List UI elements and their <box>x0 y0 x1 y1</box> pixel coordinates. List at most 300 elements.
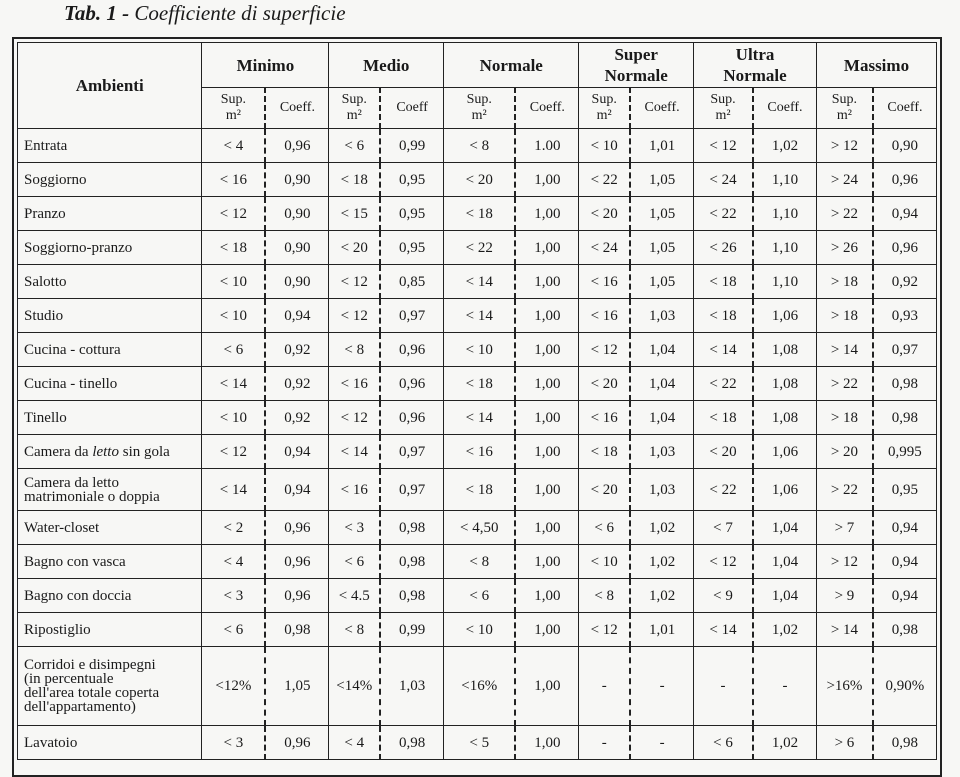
header-sup <box>202 88 266 129</box>
cell-coefficiente: 1,04 <box>753 511 817 545</box>
header-coeff-label: Coeff. <box>644 100 680 115</box>
cell-coefficiente: 0,97 <box>380 469 444 511</box>
table-row <box>18 726 937 760</box>
cell-coefficiente: 0,97 <box>380 435 444 469</box>
table-row <box>18 613 937 647</box>
ambiente-label: Pranzo <box>24 205 66 222</box>
cell-coefficiente: 0,97 <box>873 333 937 367</box>
ambiente-label: Bagno con doccia <box>24 587 132 604</box>
cell-superficie: < 20 <box>579 367 630 401</box>
cell-superficie: - <box>579 647 630 726</box>
ambiente-label-part: Camera da <box>24 443 93 460</box>
cell-coefficiente: 1,05 <box>630 163 694 197</box>
cell-coefficiente: 0,98 <box>380 726 444 760</box>
cell-coefficiente: 0,94 <box>873 197 937 231</box>
cell-superficie: - <box>579 726 630 760</box>
cell-coefficiente: 1,08 <box>753 367 817 401</box>
header-group-label: Minimo <box>236 55 295 75</box>
cell-superficie: > 12 <box>817 545 873 579</box>
row-ambiente <box>18 579 202 613</box>
cell-superficie: < 10 <box>579 129 630 163</box>
cell-coefficiente: 1,00 <box>515 401 579 435</box>
cell-coefficiente: - <box>630 647 694 726</box>
header-coeff <box>630 88 694 129</box>
cell-superficie: < 6 <box>444 579 516 613</box>
cell-superficie: < 18 <box>202 231 266 265</box>
cell-superficie: < 8 <box>444 545 516 579</box>
cell-superficie: < 14 <box>444 265 516 299</box>
ambiente-label: Soggiorno <box>24 171 87 188</box>
cell-superficie: > 22 <box>817 197 873 231</box>
cell-superficie: < 4 <box>202 129 266 163</box>
ambiente-label: Lavatoio <box>24 734 78 751</box>
cell-coefficiente: 0,90 <box>265 197 329 231</box>
cell-superficie: > 24 <box>817 163 873 197</box>
header-sup <box>694 88 753 129</box>
cell-coefficiente: 0,97 <box>380 299 444 333</box>
cell-coefficiente: 0,96 <box>265 726 329 760</box>
ambiente-label-line: dell'appartamento) <box>24 699 136 715</box>
table-row <box>18 367 937 401</box>
cell-superficie: < 12 <box>579 333 630 367</box>
cell-superficie: < 14 <box>444 299 516 333</box>
cell-superficie: < 16 <box>444 435 516 469</box>
row-ambiente <box>18 231 202 265</box>
cell-coefficiente: 1,06 <box>753 469 817 511</box>
cell-coefficiente: 0,96 <box>265 129 329 163</box>
row-ambiente <box>18 401 202 435</box>
header-sup-label: m² <box>836 108 852 123</box>
cell-superficie: > 26 <box>817 231 873 265</box>
row-ambiente <box>18 469 202 511</box>
cell-superficie: < 3 <box>329 511 380 545</box>
cell-superficie: < 6 <box>694 726 753 760</box>
header-sup-label: Sup. <box>710 92 736 107</box>
header-group <box>817 43 937 88</box>
cell-coefficiente: 0,92 <box>265 367 329 401</box>
cell-superficie: < 12 <box>202 435 266 469</box>
cell-coefficiente: 0,995 <box>873 435 937 469</box>
ambiente-label-line: Camera da letto <box>24 474 119 491</box>
cell-superficie: > 14 <box>817 333 873 367</box>
header-group-label: Ultra <box>735 45 775 64</box>
cell-superficie: < 4 <box>202 545 266 579</box>
cell-coefficiente: 1,02 <box>753 726 817 760</box>
table-row <box>18 579 937 613</box>
cell-coefficiente: 0,92 <box>873 265 937 299</box>
cell-superficie: < 12 <box>694 129 753 163</box>
cell-superficie: < 12 <box>579 613 630 647</box>
cell-superficie: < 10 <box>202 265 266 299</box>
cell-superficie: < 7 <box>694 511 753 545</box>
cell-coefficiente: 1,00 <box>515 579 579 613</box>
cell-coefficiente: 0,95 <box>380 197 444 231</box>
cell-superficie: < 18 <box>444 367 516 401</box>
header-sup-label: m² <box>596 108 612 123</box>
cell-coefficiente: 0,96 <box>380 401 444 435</box>
cell-coefficiente: 0,92 <box>265 333 329 367</box>
cell-coefficiente: 1,00 <box>515 435 579 469</box>
ambiente-label-line: matrimoniale o doppia <box>24 488 160 505</box>
cell-coefficiente: 1,02 <box>753 613 817 647</box>
header-row-groups <box>18 43 937 88</box>
cell-coefficiente: 0,94 <box>265 435 329 469</box>
header-coeff-label: Coeff. <box>767 100 803 115</box>
cell-superficie: < 6 <box>579 511 630 545</box>
cell-superficie: < 6 <box>329 545 380 579</box>
cell-superficie: < 22 <box>444 231 516 265</box>
header-coeff-label: Coeff <box>396 100 428 115</box>
cell-superficie: < 22 <box>694 367 753 401</box>
cell-coefficiente: 0,96 <box>380 367 444 401</box>
header-sup <box>817 88 873 129</box>
cell-coefficiente: 1,01 <box>630 129 694 163</box>
cell-superficie: < 12 <box>202 197 266 231</box>
cell-superficie: > 18 <box>817 299 873 333</box>
cell-coefficiente: 1,05 <box>630 197 694 231</box>
cell-coefficiente: 1,10 <box>753 163 817 197</box>
header-group-label: Super <box>614 45 658 64</box>
cell-coefficiente: 1,05 <box>630 265 694 299</box>
table-caption <box>64 0 346 26</box>
cell-superficie: > 22 <box>817 469 873 511</box>
cell-superficie: < 16 <box>202 163 266 197</box>
cell-superficie: < 24 <box>579 231 630 265</box>
cell-coefficiente: 0,96 <box>265 545 329 579</box>
ambiente-label-part: sin gola <box>118 443 170 460</box>
table-row <box>18 469 937 511</box>
cell-superficie: > 20 <box>817 435 873 469</box>
cell-superficie: < 18 <box>579 435 630 469</box>
cell-coefficiente: 1,00 <box>515 265 579 299</box>
cell-coefficiente: 1,00 <box>515 647 579 726</box>
table-body <box>18 129 937 760</box>
cell-superficie: < 16 <box>329 469 380 511</box>
cell-superficie: >16% <box>817 647 873 726</box>
cell-coefficiente: 1,02 <box>630 545 694 579</box>
ambiente-label: Entrata <box>24 137 68 154</box>
cell-superficie: < 3 <box>202 726 266 760</box>
cell-superficie: < 14 <box>694 613 753 647</box>
cell-coefficiente: 1,10 <box>753 231 817 265</box>
header-ambienti-label: Ambienti <box>75 75 144 95</box>
header-group-label: Medio <box>363 55 410 75</box>
table-row <box>18 401 937 435</box>
cell-coefficiente: 0,98 <box>265 613 329 647</box>
table-row <box>18 129 937 163</box>
cell-coefficiente: 1,05 <box>265 647 329 726</box>
cell-coefficiente: 1,00 <box>515 333 579 367</box>
header-sup-label: Sup. <box>591 92 617 107</box>
cell-superficie: < 14 <box>444 401 516 435</box>
cell-superficie: < 10 <box>202 299 266 333</box>
header-sup <box>329 88 380 129</box>
cell-coefficiente: 0,94 <box>265 469 329 511</box>
header-sup <box>579 88 630 129</box>
cell-superficie: < 14 <box>202 469 266 511</box>
row-ambiente <box>18 435 202 469</box>
cell-coefficiente: 1,03 <box>630 469 694 511</box>
cell-superficie: < 14 <box>202 367 266 401</box>
header-group-label: Normale <box>604 66 668 85</box>
header-sup-label: m² <box>346 108 362 123</box>
cell-superficie: < 8 <box>444 129 516 163</box>
ambiente-label: Cucina - cottura <box>24 341 121 358</box>
row-ambiente <box>18 647 202 726</box>
cell-superficie: < 20 <box>329 231 380 265</box>
cell-coefficiente: 0,99 <box>380 613 444 647</box>
cell-superficie: < 22 <box>694 469 753 511</box>
cell-coefficiente: 0,98 <box>380 511 444 545</box>
cell-superficie: < 10 <box>444 613 516 647</box>
header-sup-label: m² <box>715 108 731 123</box>
cell-coefficiente: 1,00 <box>515 545 579 579</box>
cell-coefficiente: 1,00 <box>515 613 579 647</box>
cell-superficie: < 14 <box>694 333 753 367</box>
cell-superficie: > 9 <box>817 579 873 613</box>
row-ambiente <box>18 726 202 760</box>
header-sup-label: m² <box>225 108 241 123</box>
cell-superficie: < 18 <box>444 469 516 511</box>
cell-coefficiente: 0,95 <box>873 469 937 511</box>
cell-superficie: <14% <box>329 647 380 726</box>
cell-coefficiente: 0,94 <box>873 511 937 545</box>
cell-coefficiente: 1,10 <box>753 265 817 299</box>
cell-coefficiente: 0,95 <box>380 231 444 265</box>
cell-coefficiente: 0,96 <box>265 579 329 613</box>
header-group-label: Normale <box>479 55 543 75</box>
ambiente-label-line: (in percentuale <box>24 671 114 687</box>
cell-superficie: < 12 <box>329 299 380 333</box>
cell-coefficiente: 1,02 <box>630 511 694 545</box>
cell-superficie: < 3 <box>202 579 266 613</box>
cell-coefficiente: 1,04 <box>753 579 817 613</box>
cell-superficie: < 12 <box>329 265 380 299</box>
table-row <box>18 511 937 545</box>
cell-superficie: < 4.5 <box>329 579 380 613</box>
table-row <box>18 197 937 231</box>
cell-coefficiente: 0,96 <box>873 231 937 265</box>
ambiente-label: Salotto <box>24 273 67 290</box>
cell-superficie: < 5 <box>444 726 516 760</box>
cell-coefficiente: 1.00 <box>515 129 579 163</box>
cell-coefficiente: 0,96 <box>380 333 444 367</box>
header-sup <box>444 88 516 129</box>
table-row <box>18 333 937 367</box>
cell-coefficiente: 1,06 <box>753 435 817 469</box>
cell-coefficiente: 1,04 <box>753 545 817 579</box>
cell-coefficiente: 1,00 <box>515 469 579 511</box>
cell-coefficiente: 1,00 <box>515 726 579 760</box>
cell-superficie: > 12 <box>817 129 873 163</box>
ambiente-label: Ripostiglio <box>24 621 91 638</box>
row-ambiente <box>18 197 202 231</box>
row-ambiente <box>18 511 202 545</box>
cell-coefficiente: 0,98 <box>873 613 937 647</box>
cell-coefficiente: 0,98 <box>873 401 937 435</box>
cell-coefficiente: 1,00 <box>515 231 579 265</box>
cell-coefficiente: 1,03 <box>630 299 694 333</box>
cell-coefficiente: 0,90% <box>873 647 937 726</box>
cell-superficie: < 18 <box>444 197 516 231</box>
header-group <box>329 43 444 88</box>
cell-coefficiente: 0,90 <box>265 231 329 265</box>
header-coeff <box>380 88 444 129</box>
cell-superficie: < 10 <box>202 401 266 435</box>
cell-coefficiente: 0,96 <box>873 163 937 197</box>
cell-coefficiente: 1,03 <box>380 647 444 726</box>
cell-superficie: < 15 <box>329 197 380 231</box>
cell-superficie: < 20 <box>579 469 630 511</box>
cell-superficie: < 6 <box>329 129 380 163</box>
header-group <box>694 43 817 88</box>
cell-coefficiente: 0,95 <box>380 163 444 197</box>
ambiente-label: Soggiorno-pranzo <box>24 239 133 256</box>
cell-coefficiente: 0,90 <box>265 265 329 299</box>
header-sup-label: Sup. <box>341 92 367 107</box>
cell-coefficiente: 0,85 <box>380 265 444 299</box>
cell-superficie: < 16 <box>329 367 380 401</box>
cell-superficie: < 8 <box>579 579 630 613</box>
header-sup-label: Sup. <box>220 92 247 107</box>
coefficient-table <box>17 42 937 760</box>
cell-superficie: < 10 <box>579 545 630 579</box>
row-ambiente <box>18 613 202 647</box>
cell-superficie: < 22 <box>694 197 753 231</box>
cell-superficie: < 6 <box>202 333 266 367</box>
cell-coefficiente: 1,00 <box>515 299 579 333</box>
cell-coefficiente: 0,93 <box>873 299 937 333</box>
cell-superficie: < 18 <box>329 163 380 197</box>
cell-superficie: < 9 <box>694 579 753 613</box>
ambiente-label: Tinello <box>24 409 67 426</box>
cell-superficie: < 8 <box>329 333 380 367</box>
header-ambienti <box>18 43 202 129</box>
cell-coefficiente: - <box>753 647 817 726</box>
table-row <box>18 647 937 726</box>
header-coeff <box>873 88 937 129</box>
row-ambiente <box>18 333 202 367</box>
header-group-label: Normale <box>723 66 787 85</box>
table-row <box>18 265 937 299</box>
cell-superficie: > 18 <box>817 265 873 299</box>
cell-superficie: < 6 <box>202 613 266 647</box>
row-ambiente <box>18 367 202 401</box>
cell-coefficiente: 0,94 <box>873 545 937 579</box>
table-row <box>18 163 937 197</box>
cell-superficie: - <box>694 647 753 726</box>
cell-coefficiente: 1,00 <box>515 197 579 231</box>
ambiente-label-part: letto <box>92 443 119 460</box>
cell-superficie: < 8 <box>329 613 380 647</box>
table-row <box>18 231 937 265</box>
ambiente-label: Water-closet <box>24 519 100 536</box>
header-group <box>444 43 579 88</box>
row-ambiente <box>18 545 202 579</box>
cell-coefficiente: - <box>630 726 694 760</box>
cell-superficie: <12% <box>202 647 266 726</box>
cell-coefficiente: 1,04 <box>630 367 694 401</box>
cell-superficie: < 4,50 <box>444 511 516 545</box>
header-group <box>579 43 694 88</box>
cell-coefficiente: 1,10 <box>753 197 817 231</box>
row-ambiente <box>18 299 202 333</box>
table-row <box>18 299 937 333</box>
row-ambiente <box>18 265 202 299</box>
header-sup-label: Sup. <box>831 92 858 107</box>
header-coeff-label: Coeff. <box>887 100 923 115</box>
cell-coefficiente: 1,00 <box>515 163 579 197</box>
ambiente-label: Cucina - tinello <box>24 375 118 392</box>
caption-number: Tab. 1 - <box>64 1 130 25</box>
header-coeff-label: Coeff. <box>529 100 565 115</box>
cell-superficie: < 26 <box>694 231 753 265</box>
cell-superficie: < 14 <box>329 435 380 469</box>
cell-superficie: > 7 <box>817 511 873 545</box>
cell-superficie: < 18 <box>694 401 753 435</box>
ambiente-label: Bagno con vasca <box>24 553 126 570</box>
cell-coefficiente: 0,92 <box>265 401 329 435</box>
cell-superficie: <16% <box>444 647 516 726</box>
cell-coefficiente: 0,98 <box>380 579 444 613</box>
cell-coefficiente: 1,00 <box>515 511 579 545</box>
header-sup-label: m² <box>471 108 487 123</box>
cell-superficie: < 16 <box>579 265 630 299</box>
cell-superficie: < 16 <box>579 401 630 435</box>
header-group <box>202 43 329 88</box>
cell-coefficiente: 1,03 <box>630 435 694 469</box>
cell-superficie: > 22 <box>817 367 873 401</box>
cell-coefficiente: 0,99 <box>380 129 444 163</box>
cell-superficie: > 6 <box>817 726 873 760</box>
cell-superficie: < 24 <box>694 163 753 197</box>
ambiente-label-line: Corridoi e disimpegni <box>24 657 156 673</box>
table-row <box>18 545 937 579</box>
cell-superficie: < 20 <box>444 163 516 197</box>
header-sup-label: Sup. <box>466 92 492 107</box>
header-coeff <box>265 88 329 129</box>
cell-coefficiente: 1,00 <box>515 367 579 401</box>
cell-coefficiente: 0,90 <box>873 129 937 163</box>
cell-coefficiente: 1,04 <box>630 401 694 435</box>
ambiente-label: Studio <box>24 307 64 324</box>
cell-superficie: < 4 <box>329 726 380 760</box>
cell-superficie: < 22 <box>579 163 630 197</box>
table-header <box>18 43 937 129</box>
cell-superficie: < 20 <box>694 435 753 469</box>
cell-coefficiente: 0,98 <box>380 545 444 579</box>
cell-superficie: < 18 <box>694 299 753 333</box>
cell-superficie: < 16 <box>579 299 630 333</box>
table-frame <box>12 37 942 777</box>
cell-coefficiente: 1,04 <box>630 333 694 367</box>
cell-coefficiente: 1,02 <box>630 579 694 613</box>
cell-coefficiente: 1,06 <box>753 299 817 333</box>
caption-title: Coefficiente di superficie <box>134 1 346 25</box>
cell-superficie: > 18 <box>817 401 873 435</box>
cell-coefficiente: 0,94 <box>873 579 937 613</box>
header-coeff <box>753 88 817 129</box>
ambiente-label-line: dell'area totale coperta <box>24 685 160 701</box>
cell-superficie: < 12 <box>694 545 753 579</box>
cell-coefficiente: 0,96 <box>265 511 329 545</box>
cell-superficie: < 20 <box>579 197 630 231</box>
cell-coefficiente: 1,01 <box>630 613 694 647</box>
cell-coefficiente: 1,02 <box>753 129 817 163</box>
cell-coefficiente: 1,08 <box>753 401 817 435</box>
cell-coefficiente: 0,94 <box>265 299 329 333</box>
table-row <box>18 435 937 469</box>
